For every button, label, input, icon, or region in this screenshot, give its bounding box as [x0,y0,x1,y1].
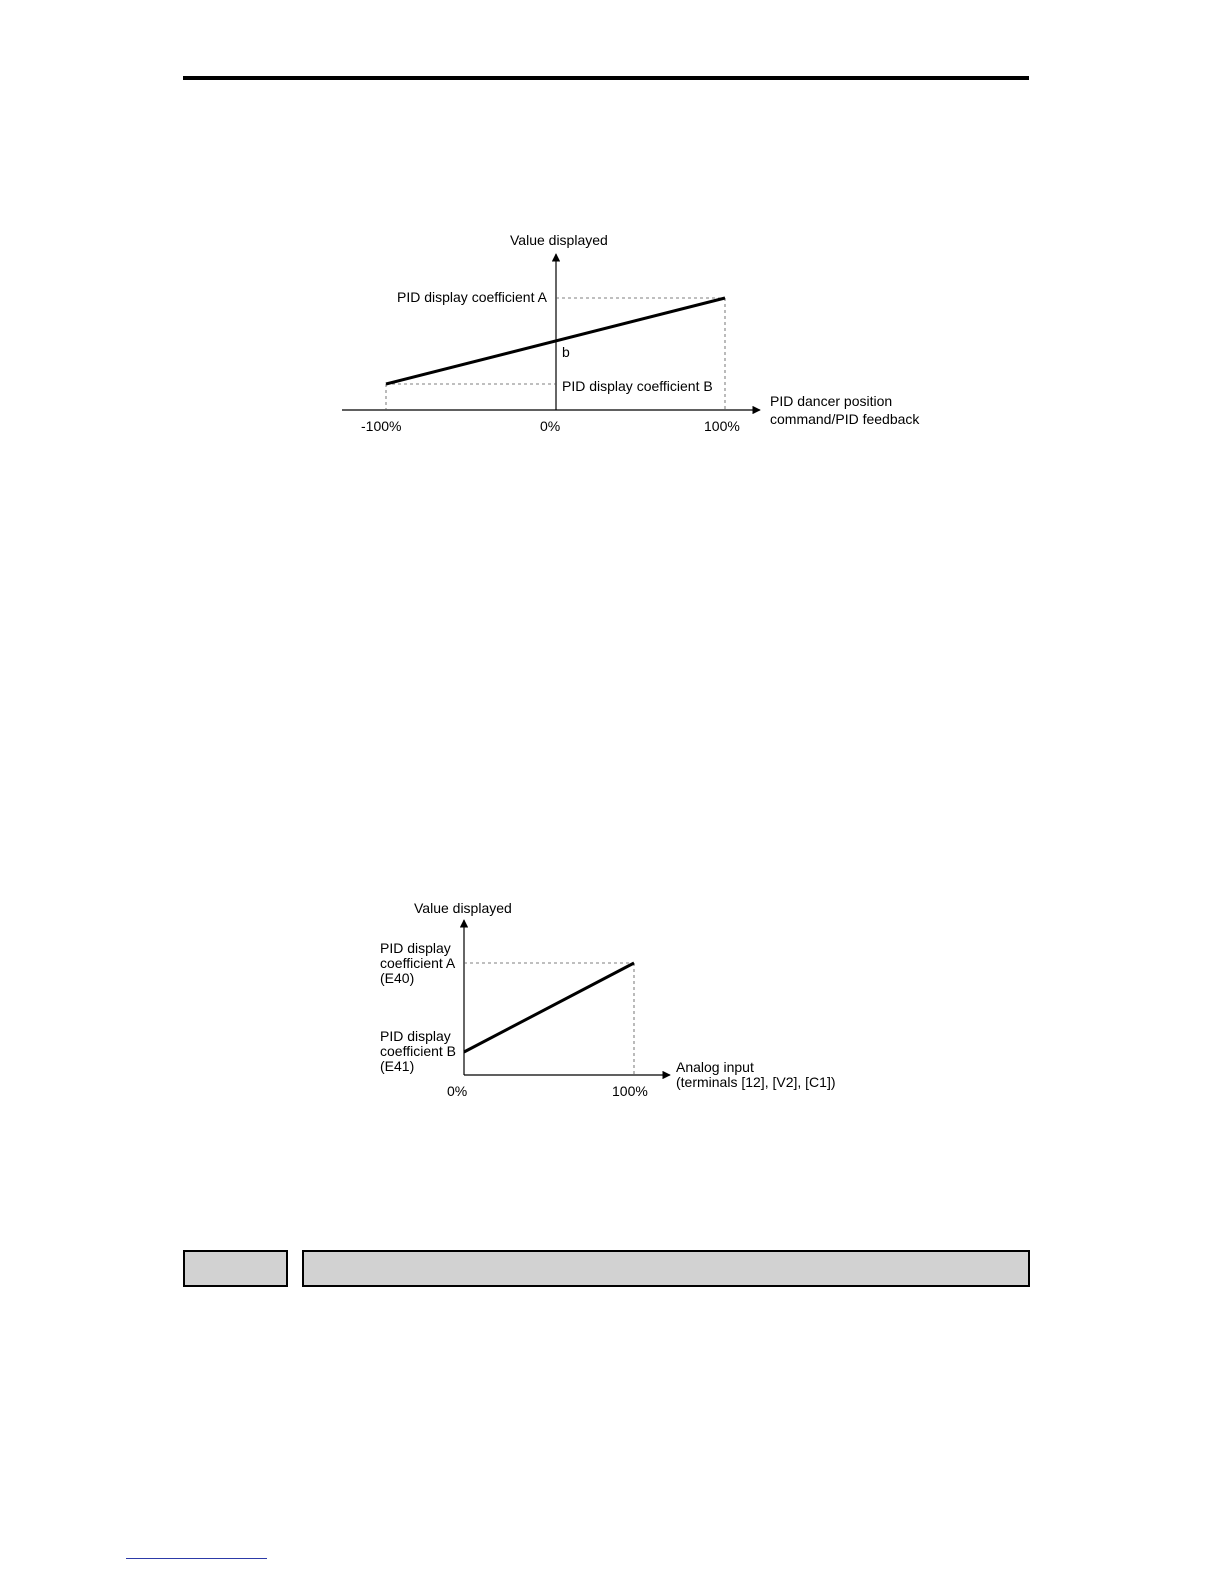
x-axis-label-line2: (terminals [12], [V2], [C1]) [676,1074,836,1090]
footnote-rule [126,1558,267,1559]
coef-a-label-line1: PID display [380,940,451,956]
x-axis-label-line1: PID dancer position [770,393,893,409]
section-code-box [183,1250,288,1287]
tick-minus100: -100% [361,418,402,434]
tick-0: 0% [540,418,561,434]
y-axis-label: Value displayed [414,900,512,916]
coef-b-label: PID display coefficient B [562,378,713,394]
coef-b-label-line3: (E41) [380,1058,415,1074]
section-title-box [302,1250,1030,1287]
coef-b-label-line2: coefficient B [380,1043,457,1059]
coef-a-label-line3: (E40) [380,970,415,986]
display-characteristic-line [464,963,634,1052]
coef-b-label-line1: PID display [380,1028,451,1044]
x-axis-label-line2: command/PID feedback [770,411,920,427]
tick-0: 0% [447,1083,468,1099]
intercept-label: b [562,344,570,360]
tick-100: 100% [612,1083,648,1099]
x-axis-label-line1: Analog input [676,1059,754,1075]
y-axis-label: Value displayed [510,232,608,248]
tick-100: 100% [704,418,740,434]
coef-a-label: PID display coefficient A [397,289,547,305]
coef-a-label-line2: coefficient A [380,955,456,971]
